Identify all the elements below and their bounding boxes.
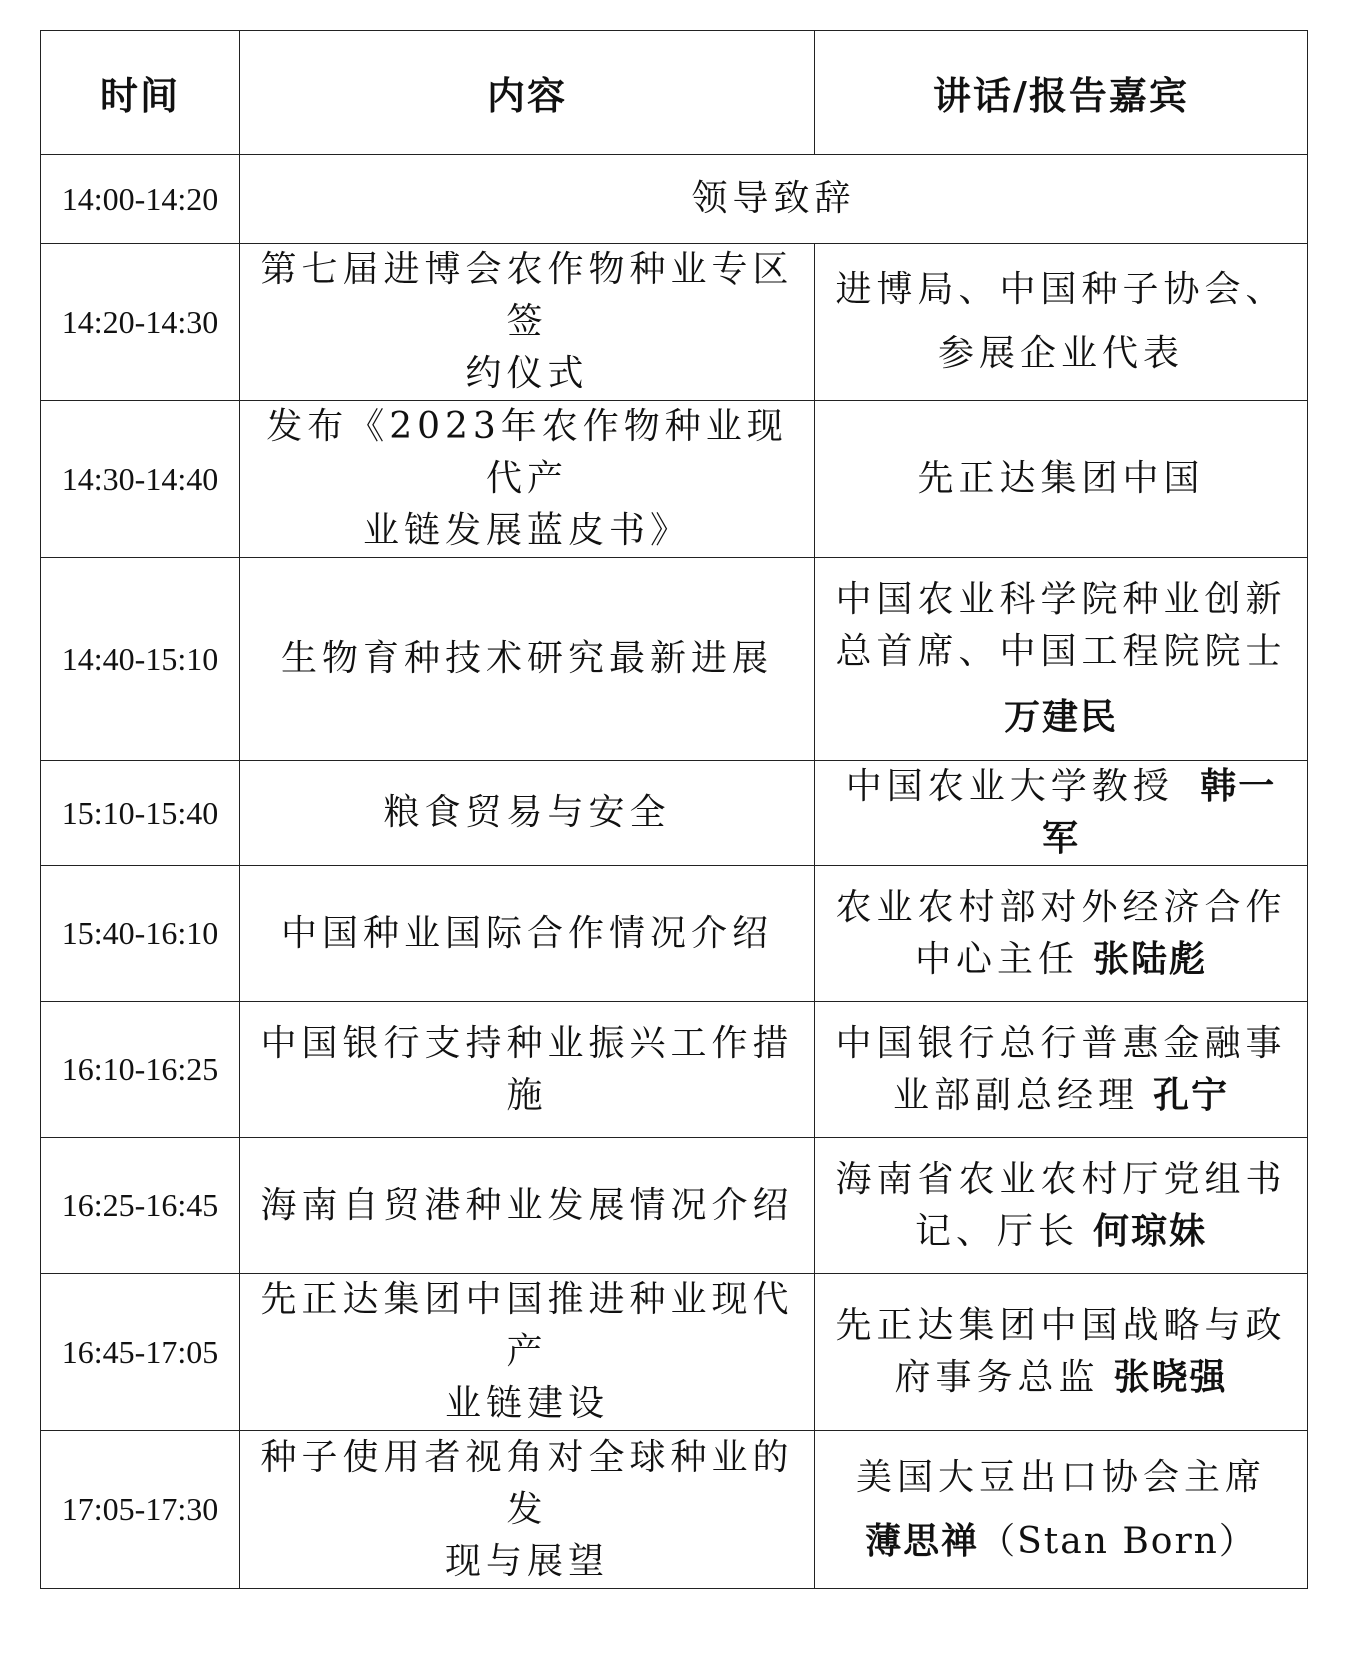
- content-cell: [240, 558, 815, 761]
- content-line: 海南自贸港种业发展情况介绍: [260, 1184, 794, 1226]
- speaker-line-2: [829, 1206, 1293, 1258]
- speaker-line: 进博局、中国种子协会、: [835, 269, 1287, 310]
- content-line: 粮食贸易与安全: [383, 792, 671, 833]
- speaker-suffix: （Stan Born）: [979, 1520, 1257, 1562]
- speaker-line: 中国银行总行普惠金融事: [835, 1022, 1287, 1064]
- table-row: [41, 1138, 1308, 1274]
- speaker-title: 府事务总监: [894, 1357, 1100, 1398]
- time-cell: 14:20-14:30: [41, 244, 240, 401]
- speaker-line-2: [829, 1352, 1293, 1404]
- content-line: 先正达集团中国推进种业现代产: [260, 1279, 794, 1372]
- content-line: 中国种业国际合作情况介绍: [280, 912, 773, 954]
- speaker-line: 海南省农业农村厅党组书: [835, 1158, 1287, 1200]
- speaker-title: 记、厅长: [914, 1210, 1079, 1252]
- speaker-line: 中国农业科学院种业创新: [835, 579, 1287, 620]
- speaker-line: 美国大豆出口协会主席: [855, 1456, 1266, 1498]
- content-line: 业链建设: [444, 1383, 609, 1424]
- content-cell: 领导致辞: [240, 155, 1308, 244]
- speaker-title: 中心主任: [914, 938, 1079, 980]
- time-cell: 14:00-14:20: [41, 155, 240, 244]
- speaker-name: 薄思禅: [865, 1520, 980, 1562]
- speaker-name: 张陆彪: [1093, 938, 1208, 980]
- table-row: [41, 1431, 1308, 1589]
- table-row: [41, 866, 1308, 1002]
- content-cell: [240, 401, 815, 558]
- time-cell: 17:05-17:30: [41, 1431, 240, 1589]
- table-row: [41, 761, 1308, 866]
- speaker-line: 中国农业大学教授: [845, 766, 1174, 807]
- table-row: [41, 1274, 1308, 1431]
- speaker-cell: [815, 761, 1308, 866]
- agenda-table: [40, 30, 1308, 1589]
- header-row: [41, 31, 1308, 155]
- time-cell: 15:40-16:10: [41, 866, 240, 1002]
- speaker-line-2: [829, 1510, 1293, 1574]
- table-row: [41, 244, 1308, 401]
- speaker-cell: [815, 1431, 1308, 1589]
- content-line: 生物育种技术研究最新进展: [280, 638, 773, 679]
- content-cell: [240, 761, 815, 866]
- table-row: [41, 1002, 1308, 1138]
- content-line: 约仪式: [465, 353, 589, 394]
- content-line: 第七届进博会农作物种业专区签: [260, 249, 794, 342]
- time-cell: 14:30-14:40: [41, 401, 240, 558]
- time-cell: 15:10-15:40: [41, 761, 240, 866]
- speaker-line: 农业农村部对外经济合作: [835, 886, 1287, 928]
- speaker-line: 参展企业代表: [937, 333, 1184, 374]
- content-line: 现与展望: [444, 1540, 609, 1582]
- speaker-line: 先正达集团中国: [917, 458, 1205, 499]
- speaker-cell: [815, 1138, 1308, 1274]
- speaker-name: 张晓强: [1113, 1357, 1228, 1398]
- speaker-name: 韩一军: [1041, 766, 1277, 859]
- speaker-name: 万建民: [1003, 697, 1118, 738]
- content-line: 发布《2023年农作物种业现代产: [266, 406, 788, 499]
- speaker-line-2: [829, 1070, 1293, 1122]
- time-cell: 16:10-16:25: [41, 1002, 240, 1138]
- content-line: 种子使用者视角对全球种业的发: [260, 1436, 794, 1530]
- speaker-cell: [815, 401, 1308, 558]
- table-row: [41, 558, 1308, 761]
- content-cell: [240, 1431, 815, 1589]
- table-row: [41, 401, 1308, 558]
- header-content: 内容: [240, 31, 815, 155]
- time-cell: 14:40-15:10: [41, 558, 240, 761]
- speaker-cell: [815, 558, 1308, 761]
- content-line: 中国银行支持种业振兴工作措施: [260, 1022, 794, 1116]
- time-cell: 16:25-16:45: [41, 1138, 240, 1274]
- time-cell: 16:45-17:05: [41, 1274, 240, 1431]
- speaker-line-2: [829, 934, 1293, 986]
- content-cell: [240, 866, 815, 1002]
- speaker-title: 业部副总经理: [892, 1074, 1139, 1116]
- speaker-name: 何琼妹: [1093, 1210, 1208, 1252]
- speaker-cell: [815, 244, 1308, 401]
- content-line: 业链发展蓝皮书》: [362, 510, 691, 551]
- speaker-cell: [815, 866, 1308, 1002]
- content-cell: [240, 1138, 815, 1274]
- speaker-name: 孔宁: [1153, 1074, 1230, 1116]
- content-cell: [240, 1274, 815, 1431]
- speaker-cell: [815, 1002, 1308, 1138]
- speaker-line: 先正达集团中国战略与政: [835, 1305, 1287, 1346]
- table-row: [41, 155, 1308, 244]
- content-cell: [240, 1002, 815, 1138]
- header-time: 时间: [41, 31, 240, 155]
- header-speaker: 讲话/报告嘉宾: [815, 31, 1308, 155]
- speaker-cell: [815, 1274, 1308, 1431]
- content-cell: [240, 244, 815, 401]
- speaker-line: 总首席、中国工程院院士: [835, 631, 1287, 672]
